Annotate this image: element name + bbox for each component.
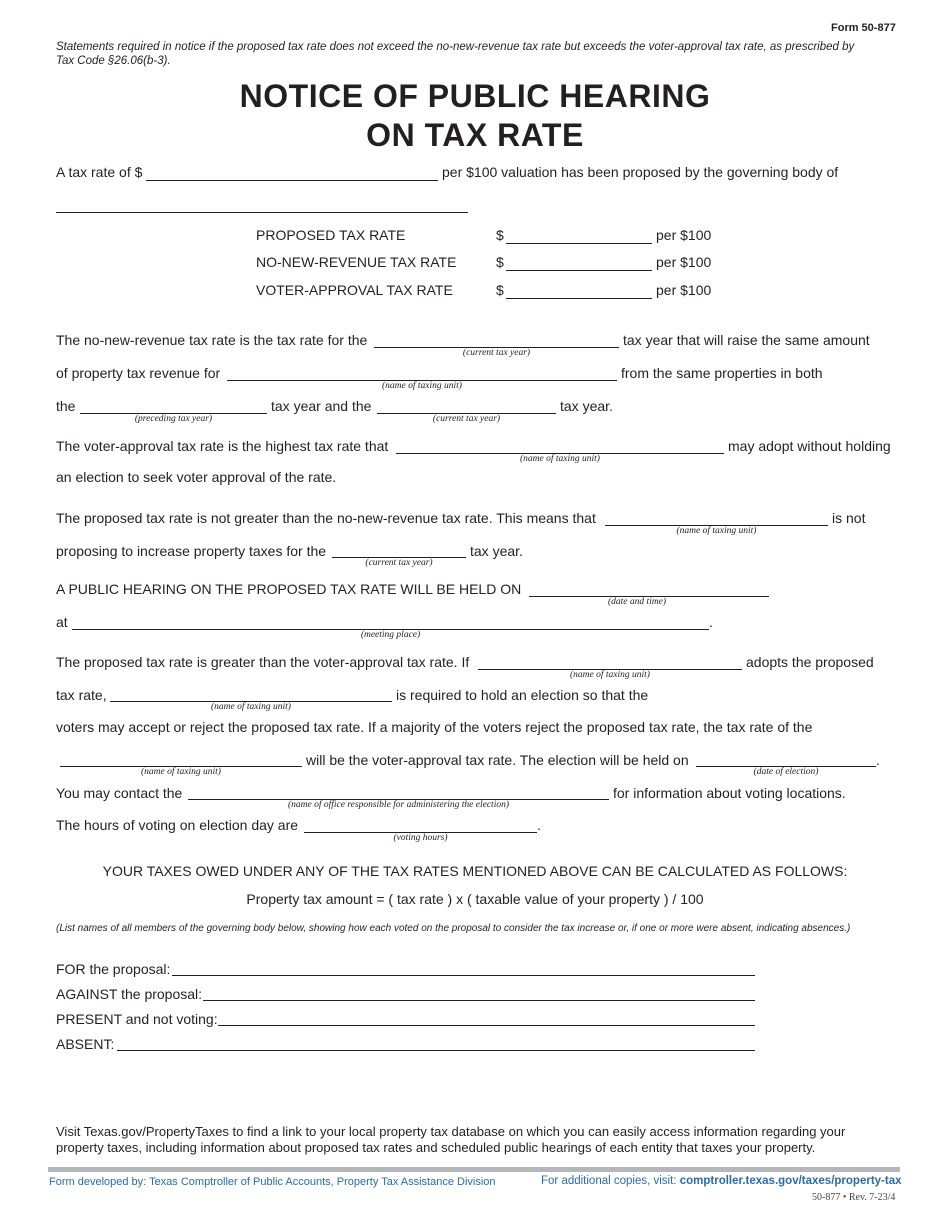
greater-text-9: for information about voting locations. — [613, 785, 846, 801]
nnr-rate-unit: per $100 — [656, 254, 712, 270]
va-text-1: The voter-approval tax rate is the highest tax rate that — [56, 438, 389, 454]
nnr-text-3: of property tax revenue for — [56, 365, 221, 381]
greater-text-6: will be the voter-approval tax rate. The election will be held on — [306, 752, 689, 768]
notgreater-year-caption: (current tax year) — [365, 558, 433, 568]
nnr-taxing-unit-caption: (name of taxing unit) — [382, 381, 462, 391]
voting-hours-caption: (voting hours) — [393, 833, 448, 843]
absent-field[interactable] — [117, 1050, 755, 1051]
footer-copies-link[interactable]: comptroller.texas.gov/taxes/property-tax — [679, 1175, 902, 1187]
proposed-rate-dollar: $ — [496, 227, 504, 243]
for-field[interactable] — [172, 975, 755, 976]
va-rate-dollar: $ — [496, 282, 504, 298]
greater-period: . — [876, 752, 880, 768]
calc-heading: YOUR TAXES OWED UNDER ANY OF THE TAX RATES MENTIONED ABOVE CAN BE CALCULATED AS FOLLOWS: — [102, 863, 848, 879]
page-title-line2: ON TAX RATE — [366, 117, 584, 153]
greater-period-2: . — [537, 817, 541, 833]
nnr-text-4: from the same properties in both — [621, 365, 823, 381]
footer-bar — [48, 1167, 900, 1172]
va-rate-unit: per $100 — [656, 282, 712, 298]
against-field[interactable] — [203, 1000, 755, 1001]
nnr-current-year-caption-2: (current tax year) — [432, 414, 501, 424]
calc-formula: Property tax amount = ( tax rate ) x ( taxable value of your property ) / 100 — [246, 891, 704, 907]
va-text-3: an election to seek voter approval of the rate. — [56, 469, 337, 485]
tax-rate-field[interactable] — [146, 180, 438, 181]
election-date-caption: (date of election) — [753, 767, 819, 777]
greater-text-4: is required to hold an election so that the — [396, 687, 649, 703]
nnr-preceding-year-caption: (preceding tax year) — [134, 414, 213, 424]
proposed-rate-field[interactable] — [506, 243, 652, 244]
nnr-text-7: tax year. — [560, 398, 613, 414]
hearing-text-1: A PUBLIC HEARING ON THE PROPOSED TAX RATE WILL BE HELD ON — [56, 581, 522, 597]
notgreater-text-3: proposing to increase property taxes for the — [56, 543, 327, 559]
nnr-text-6: tax year and the — [271, 398, 372, 414]
proposed-rate-unit: per $100 — [656, 227, 712, 243]
greater-taxing-unit-caption: (name of taxing unit) — [570, 670, 650, 680]
greater-text-5: voters may accept or reject the proposed tax rate. If a majority of the voters reject the proposed tax rate, the tax rate of the — [56, 719, 813, 735]
intro-text-end: per $100 valuation has been proposed by the governing body of — [442, 164, 839, 180]
form-number: Form 50-877 — [831, 22, 896, 34]
footer-developed: Form developed by: Texas Comptroller of Public Accounts, Property Tax Assistance Division — [49, 1176, 496, 1188]
election-office-caption: (name of office responsible for administering the election) — [287, 800, 509, 810]
nnr-rate-label: NO-NEW-REVENUE TAX RATE — [256, 254, 457, 270]
va-rate-field[interactable] — [506, 298, 652, 299]
intro-text-start: A tax rate of $ — [56, 164, 143, 180]
absent-label: ABSENT: — [56, 1036, 115, 1052]
greater-text-1: The proposed tax rate is greater than the voter-approval tax rate. If — [56, 654, 470, 670]
greater-taxing-unit-caption-3: (name of taxing unit) — [141, 767, 221, 777]
greater-text-2: adopts the proposed — [746, 654, 874, 670]
hearing-date-caption: (date and time) — [607, 597, 667, 607]
footer-copies — [541, 1175, 902, 1187]
against-label: AGAINST the proposal: — [56, 986, 203, 1002]
for-label: FOR the proposal: — [56, 961, 171, 977]
proposed-rate-label: PROPOSED TAX RATE — [256, 227, 406, 243]
members-note: (List names of all members of the governing body below, showing how each voted on the proposal to consider the tax increase or, if one or more were absent, indicating absences.) — [56, 923, 851, 934]
nnr-rate-field[interactable] — [506, 270, 652, 271]
greater-text-3: tax rate, — [56, 687, 107, 703]
nnr-text-1: The no-new-revenue tax rate is the tax rate for the — [56, 332, 368, 348]
present-label: PRESENT and not voting: — [56, 1011, 218, 1027]
footer-revision: 50-877 • Rev. 7-23/4 — [812, 1192, 896, 1203]
va-taxing-unit-caption: (name of taxing unit) — [520, 454, 600, 464]
nnr-current-year-caption: (current tax year) — [462, 348, 531, 358]
nnr-text-2: tax year that will raise the same amount — [623, 332, 870, 348]
visit-text: Visit Texas.gov/PropertyTaxes to find a link to your local property tax database on which you can easily access information regarding your property taxes, including information about proposed tax rates and scheduled public hearings of each entity that taxes your property. — [56, 1124, 846, 1155]
notgreater-text-4: tax year. — [470, 543, 523, 559]
governing-body-field[interactable] — [56, 212, 468, 213]
page-title: NOTICE OF PUBLIC HEARING — [239, 78, 711, 114]
hearing-text-2: at — [56, 614, 68, 630]
notgreater-text-2: is not — [832, 510, 866, 526]
hearing-period: . — [709, 614, 713, 630]
present-field[interactable] — [218, 1025, 755, 1026]
notgreater-text-1: The proposed tax rate is not greater than the no-new-revenue tax rate. This means that — [56, 510, 596, 526]
greater-text-8: You may contact the — [56, 785, 183, 801]
footer-copies-prefix: For additional copies, visit: — [541, 1175, 677, 1187]
nnr-text-5: the — [56, 398, 76, 414]
nnr-rate-dollar: $ — [496, 254, 504, 270]
statement-text: Statements required in notice if the proposed tax rate does not exceed the no-new-revenue tax rate but exceeds the voter-approval tax rate, as prescribed by Tax Code §26.06(b-3). — [56, 41, 855, 67]
notgreater-taxing-unit-caption: (name of taxing unit) — [676, 526, 757, 536]
hearing-place-caption: (meeting place) — [360, 630, 421, 640]
va-text-2: may adopt without holding — [728, 438, 891, 454]
greater-text-10: The hours of voting on election day are — [56, 817, 299, 833]
va-rate-label: VOTER-APPROVAL TAX RATE — [256, 282, 453, 298]
greater-taxing-unit-caption-2: (name of taxing unit) — [211, 702, 291, 712]
